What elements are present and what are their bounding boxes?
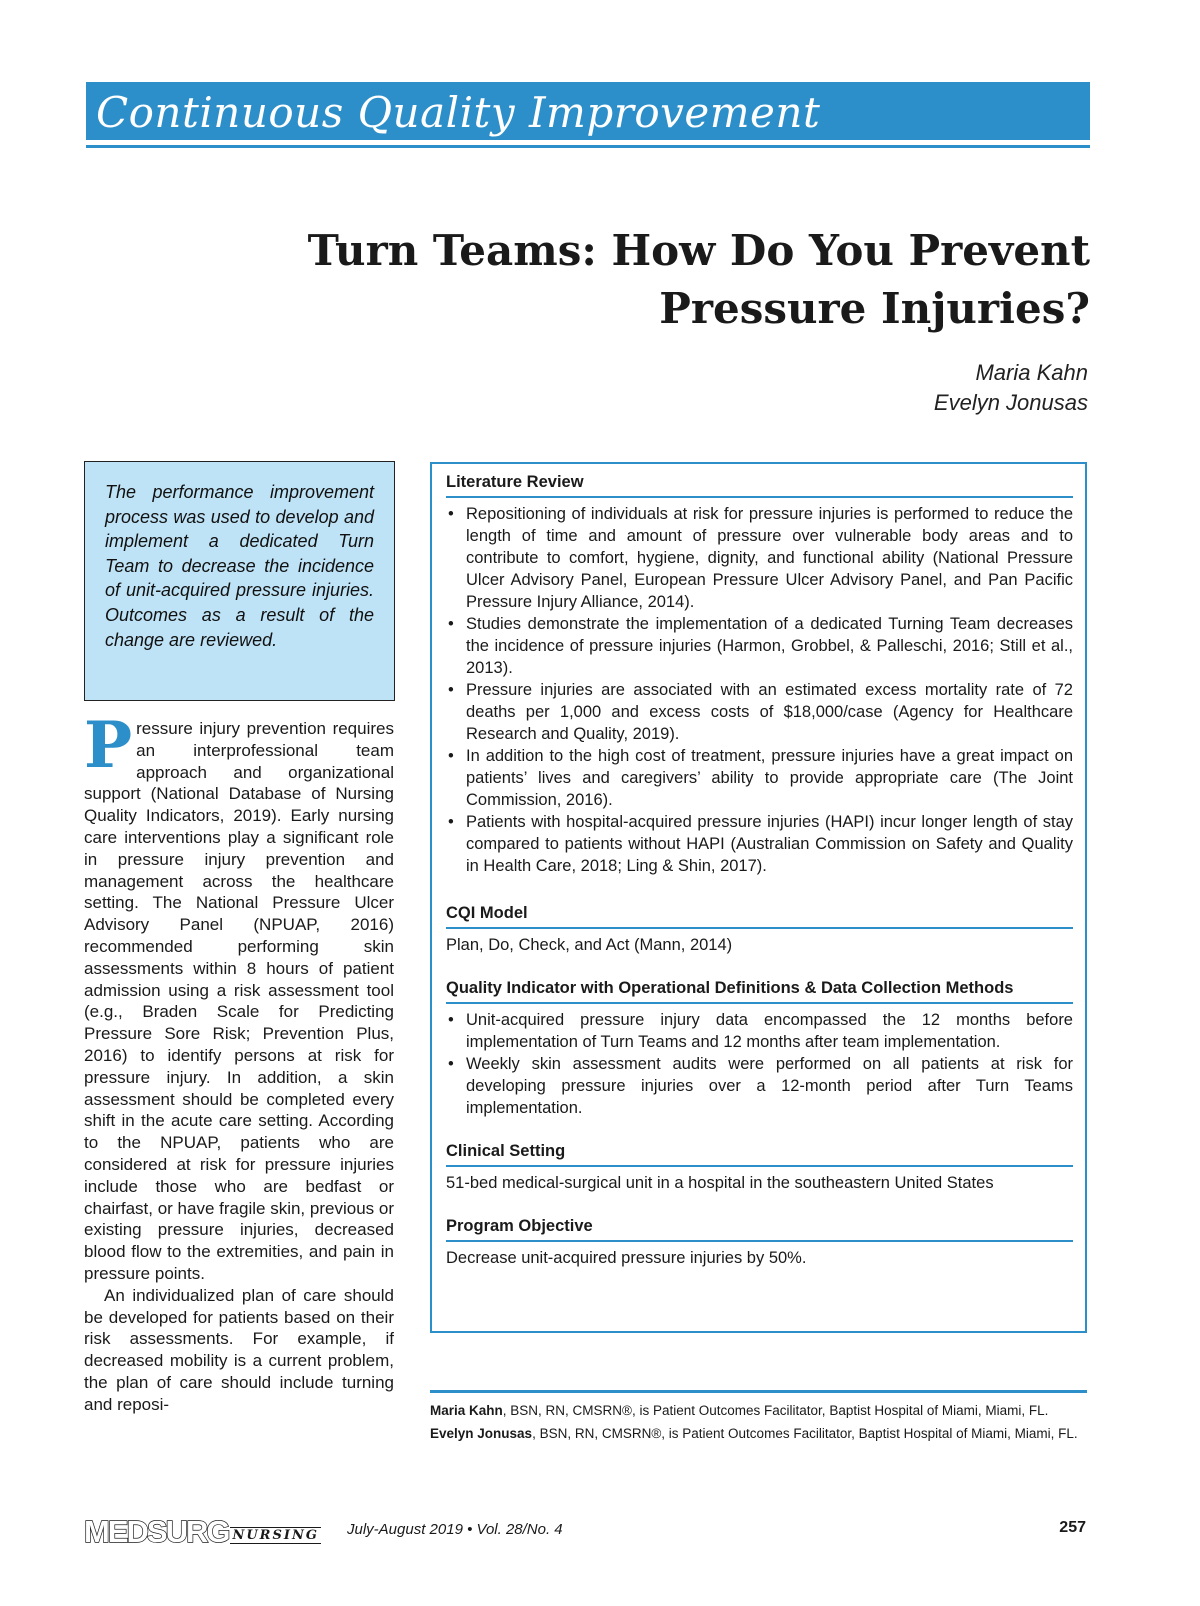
logo-sub-text: NURSING xyxy=(232,1528,319,1543)
journal-logo xyxy=(84,1512,321,1548)
author-note xyxy=(430,1401,1087,1420)
section-banner-text: Continuous Quality Improvement xyxy=(96,88,821,137)
info-box xyxy=(430,462,1087,1333)
list-item: • In addition to the high cost of treatment, pressure injuries have a great impact on patients’ lives and caregivers’ ability to provide appropriate care (The Joint Commission, 2016). xyxy=(448,747,1073,809)
bullet-list xyxy=(446,1009,1073,1119)
author-note-details: , BSN, RN, CMSRN®, is Patient Outcomes Facilitator, Baptist Hospital of Miami, Miami, FL. xyxy=(532,1426,1078,1441)
body-paragraph xyxy=(84,708,394,1285)
drop-cap: P xyxy=(84,708,133,783)
section-heading: Quality Indicator with Operational Definitions & Data Collection Methods xyxy=(446,978,1073,1004)
banner-bottom-rule xyxy=(86,145,1090,148)
bullet-icon: • xyxy=(448,505,454,523)
quality-indicator-section xyxy=(446,978,1073,1119)
section-heading: Clinical Setting xyxy=(446,1141,1073,1167)
bullet-list xyxy=(446,503,1073,877)
section-heading: Literature Review xyxy=(446,472,1073,498)
article-title xyxy=(130,222,1090,338)
title-line-1: Turn Teams: How Do You Prevent xyxy=(307,226,1090,275)
section-text: Plan, Do, Check, and Act (Mann, 2014) xyxy=(446,936,733,954)
list-item: • Patients with hospital-acquired pressure injuries (HAPI) incur longer length of stay compared to patients without HAPI (Australian Commission on Safety and Quality in Health Care, 2018; Ling & Shin, 2017). xyxy=(448,813,1073,875)
literature-review-section xyxy=(446,472,1073,877)
list-item: • Studies demonstrate the implementation of a dedicated Turning Team decreases the incidence of pressure injuries (Harmon, Grobbel, & Palleschi, 2016; Still et al., 2013). xyxy=(448,615,1073,677)
clinical-setting-section xyxy=(446,1141,1073,1194)
author-note xyxy=(430,1424,1087,1443)
section-text: 51-bed medical-surgical unit in a hospital in the southeastern United States xyxy=(446,1174,994,1192)
abstract-text: The performance improvement process was used to develop and implement a dedicated Turn Team to decrease the incidence of unit-acquired pressure injuries. Outcomes as a result of the change are reviewed. xyxy=(105,482,374,650)
list-item: • Repositioning of individuals at risk for pressure injuries is performed to reduce the length of time and amount of pressure over vulnerable body areas and to contribute to comfort, hygiene, dignity, and functional ability (National Pressure Ulcer Advisory Panel, European Pressure Ulcer Advisory Panel, and Pan Pacific Pressure Injury Alliance, 2014). xyxy=(448,505,1073,611)
section-banner xyxy=(86,86,1090,140)
author-name: Evelyn Jonusas xyxy=(933,390,1088,415)
bullet-icon: • xyxy=(448,813,454,831)
bullet-icon: • xyxy=(448,615,454,633)
section-text: Decrease unit-acquired pressure injuries by 50%. xyxy=(446,1249,807,1267)
author-notes xyxy=(430,1401,1087,1447)
author-note-name: Evelyn Jonusas xyxy=(430,1426,533,1441)
list-item: • Pressure injuries are associated with an estimated excess mortality rate of 72 deaths per 1,000 and excess costs of $18,000/case (Agency for Healthcare Research and Quality, 2019). xyxy=(448,681,1073,743)
section-heading: Program Objective xyxy=(446,1216,1073,1242)
title-line-2: Pressure Injuries? xyxy=(659,284,1090,333)
logo-main-text: MEDSURG xyxy=(84,1514,229,1549)
section-heading: CQI Model xyxy=(446,903,1073,929)
program-objective-section xyxy=(446,1216,1073,1269)
body-paragraph: An individualized plan of care should be developed for patients based on their risk assessments. For example, if decreased mobility is a current problem, the plan of care should include turning and reposi- xyxy=(84,1285,394,1414)
notes-rule xyxy=(430,1390,1087,1393)
author-name: Maria Kahn xyxy=(975,360,1088,385)
list-item: • Weekly skin assessment audits were performed on all patients at risk for developing pressure injuries over a 12-month period after Turn Teams implementation. xyxy=(448,1055,1073,1117)
bullet-icon: • xyxy=(448,1055,454,1073)
author-note-details: , BSN, RN, CMSRN®, is Patient Outcomes Facilitator, Baptist Hospital of Miami, Miami, FL. xyxy=(502,1403,1049,1418)
body-paragraph-text: ressure injury prevention requires an interprofessional team approach and organizational support (National Database of Nursing Quality Indicators, 2019). Early nursing care interventions play a significant role in pressure injury prevention and management across the healthcare setting. The National Pressure Ulcer Advisory Panel (NPUAP, 2016) recommended performing skin assessments within 8 hours of patient admission using a risk assessment tool (e.g., Braden Scale for Predicting Pressure Sore Risk; Prevention Plus, 2016) to identify persons at risk for pressure injury. In addition, a skin assessment should be completed every shift in the acute care setting. According to the NPUAP, patients who are considered at risk for pressure injuries include those who are bedfast or chairfast, or have fragile skin, previous or existing pressure injuries, decreased blood flow to the extremities, and pain in pressure points. xyxy=(84,719,394,1283)
body-column xyxy=(84,708,394,1416)
author-list xyxy=(688,358,1088,418)
cqi-model-section xyxy=(446,903,1073,956)
bullet-icon: • xyxy=(448,747,454,765)
list-item: • Unit-acquired pressure injury data encompassed the 12 months before implementation of Turn Teams and 12 months after team implementation. xyxy=(448,1011,1073,1051)
page-number: 257 xyxy=(1059,1519,1086,1536)
author-note-name: Maria Kahn xyxy=(430,1403,503,1418)
issue-info: July-August 2019 • Vol. 28/No. 4 xyxy=(347,1521,563,1538)
abstract-box xyxy=(84,461,395,701)
bullet-icon: • xyxy=(448,1011,454,1029)
bullet-icon: • xyxy=(448,681,454,699)
